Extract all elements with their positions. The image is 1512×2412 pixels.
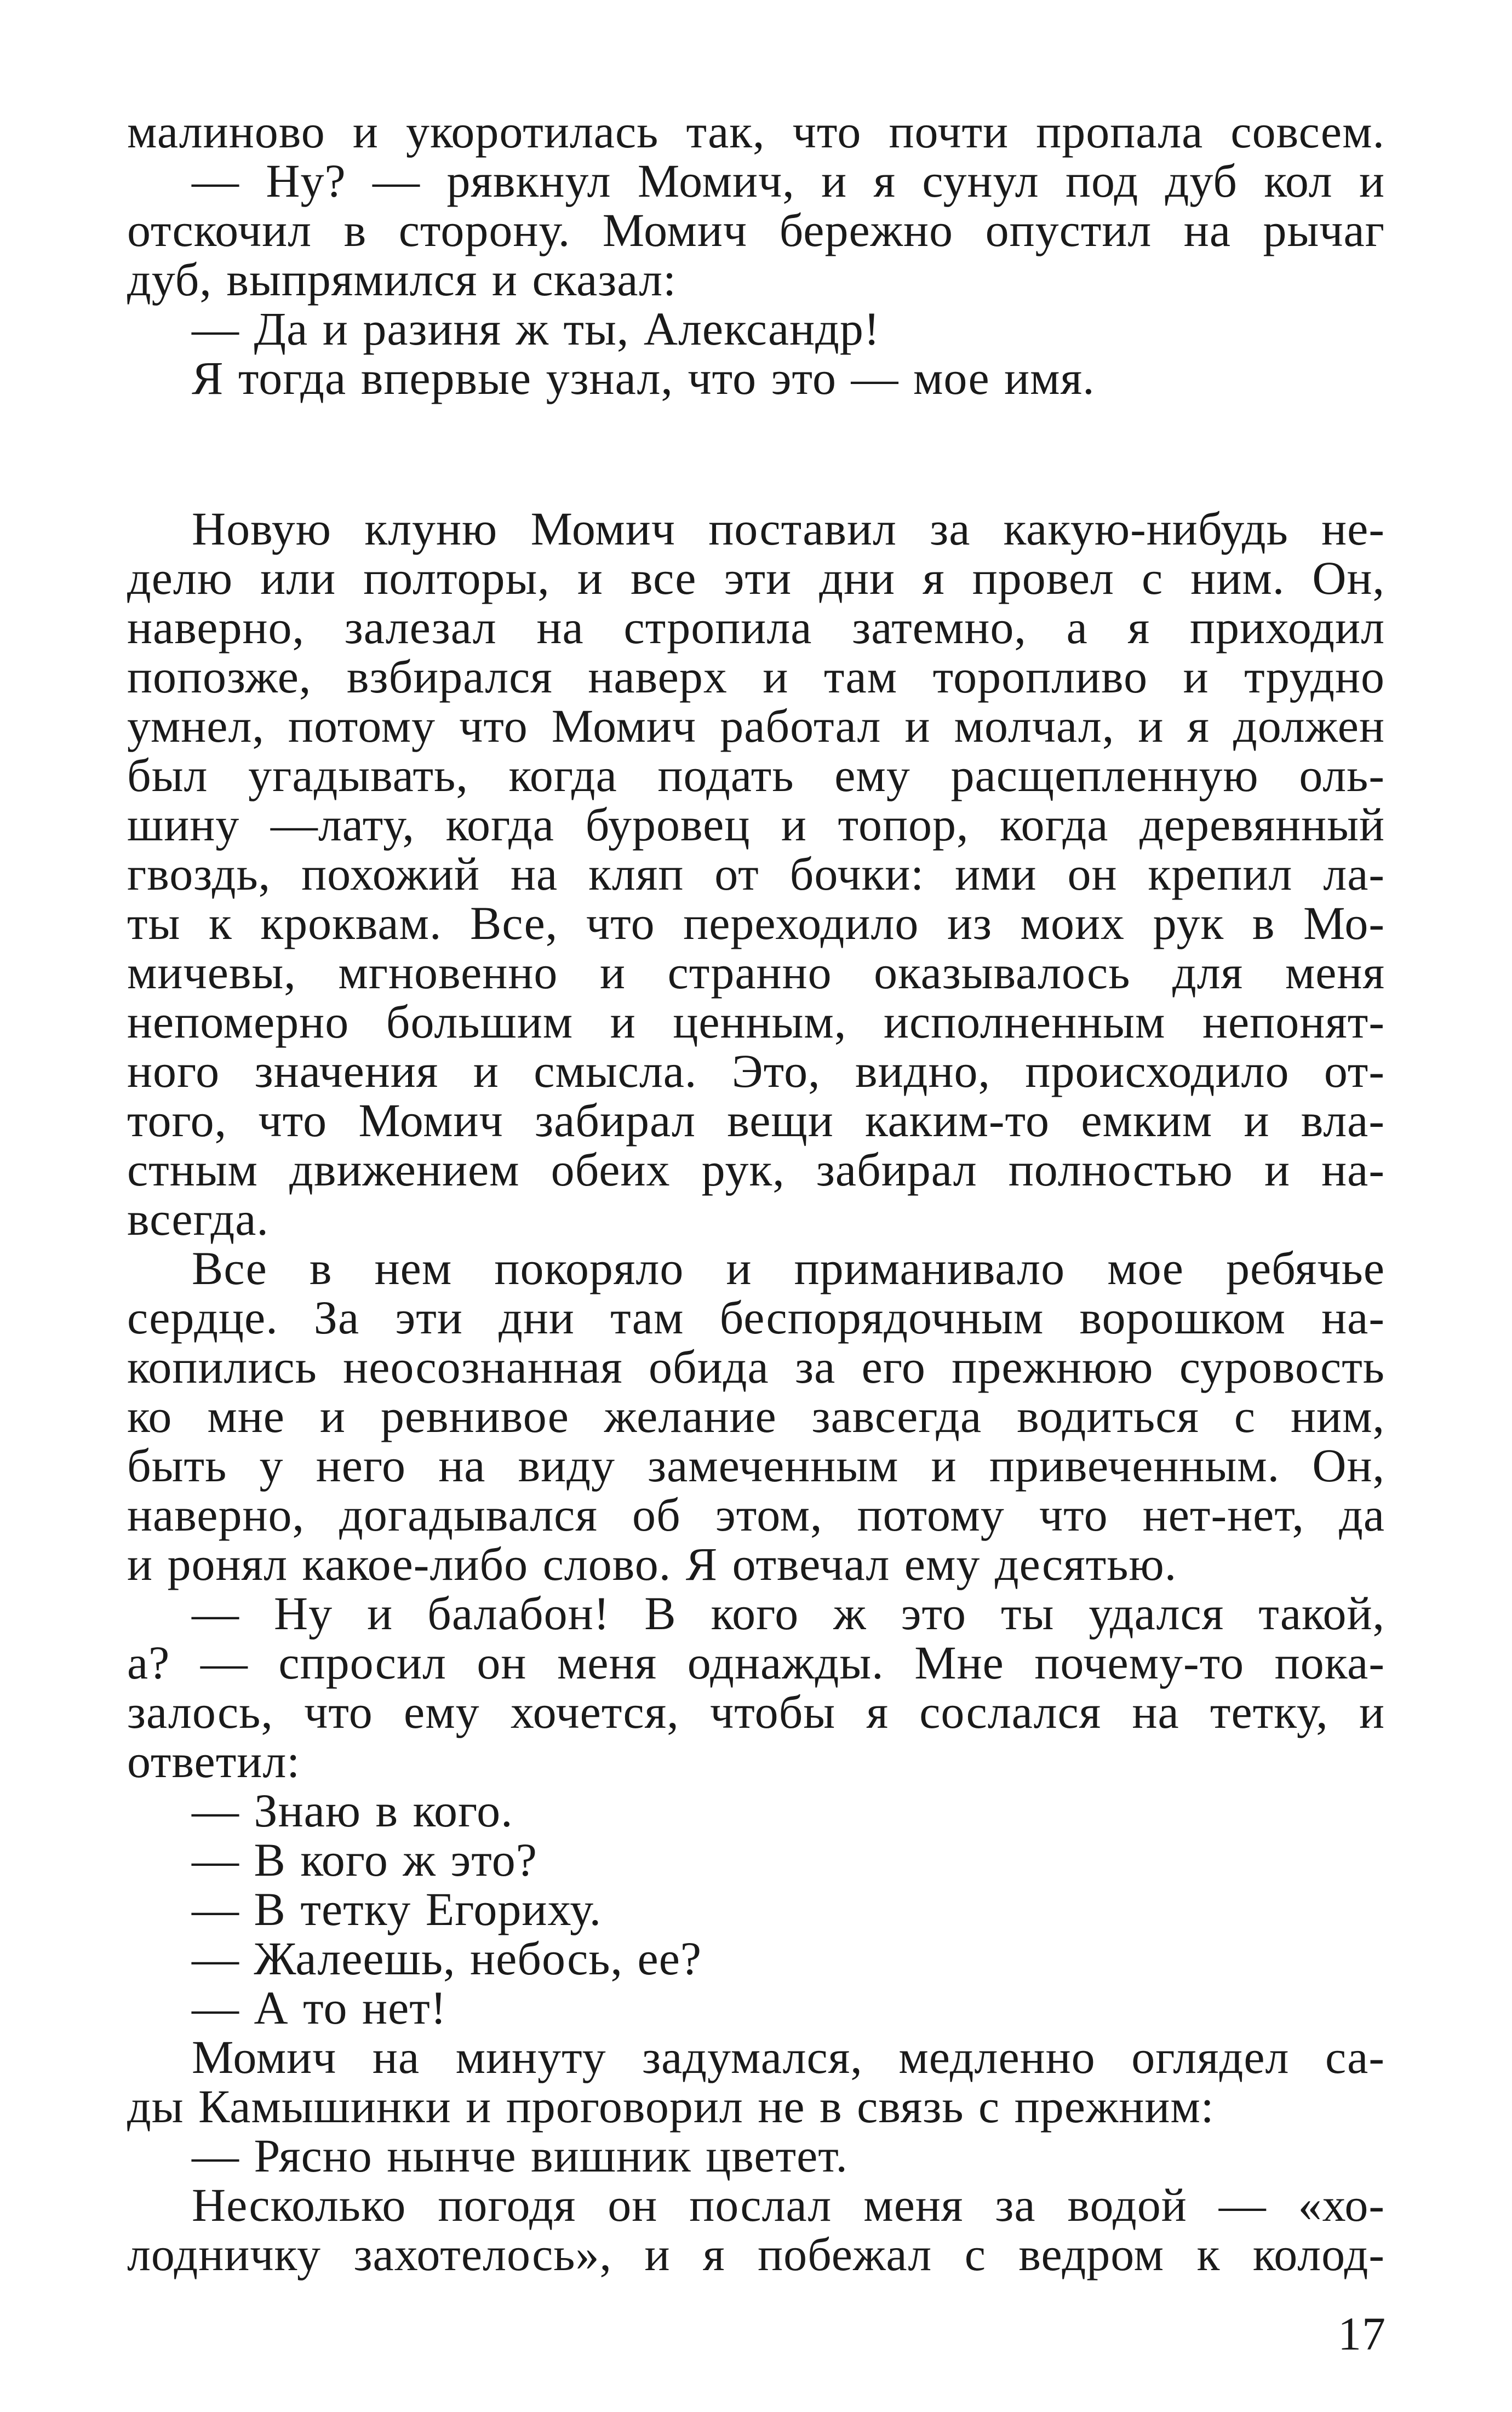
- text-line: непомерно большим и ценным, исполненным непонят-: [127, 995, 1385, 1048]
- text-line: — Да и разиня ж ты, Александр!: [192, 302, 880, 355]
- text-line: а? — спросил он меня однажды. Мне почему-то пока-: [127, 1636, 1385, 1689]
- text-line: был угадывать, когда подать ему расщепленную оль-: [127, 749, 1385, 801]
- text-line: копились неосознанная обида за его прежнюю суровость: [127, 1340, 1385, 1393]
- text-line: — Ну? — рявкнул Момич, и я сунул под дуб кол и: [192, 154, 1385, 207]
- text-line: дуб, выпрямился и сказал:: [127, 253, 677, 306]
- text-line: шину —лату, когда буровец и топор, когда деревянный: [127, 798, 1385, 851]
- text-line: — В кого ж это?: [192, 1834, 537, 1886]
- text-line: — В тетку Егориху.: [192, 1883, 602, 1935]
- text-line: отскочил в сторону. Момич бережно опустил на рычаг: [127, 204, 1385, 256]
- text-line: гвоздь, похожий на кляп от бочки: ими он крепил ла-: [127, 847, 1385, 900]
- text-line: Все в нем покоряло и приманивало мое ребячье: [192, 1242, 1385, 1294]
- text-line: всегда.: [127, 1193, 269, 1245]
- text-line: Новую клуню Момич поставил за какую-нибудь не-: [192, 502, 1385, 555]
- text-line: Несколько погодя он послал меня за водой — «хо-: [192, 2179, 1385, 2231]
- text-line: того, что Момич забирал вещи каким-то емким и вла-: [127, 1094, 1385, 1147]
- text-line: ко мне и ревнивое желание завсегда водиться с ним,: [127, 1390, 1385, 1442]
- text-line: ответил:: [127, 1735, 301, 1787]
- text-line: ты к кроквам. Все, что переходило из моих рук в Мо-: [127, 897, 1385, 949]
- text-line: — Рясно нынче вишник цветет.: [192, 2129, 848, 2182]
- text-line: стным движением обеих рук, забирал полностью и на-: [127, 1143, 1385, 1196]
- text-line: лодничку захотелось», и я побежал с ведром к колод-: [127, 2228, 1385, 2281]
- text-line: Момич на минуту задумался, медленно оглядел са-: [192, 2031, 1385, 2083]
- page-number: 17: [1338, 2307, 1386, 2360]
- text-line: — Знаю в кого.: [192, 1784, 513, 1837]
- text-line: ды Камышинки и проговорил не в связь с прежним:: [127, 2080, 1215, 2133]
- text-line: малиново и укоротилась так, что почти пропала совсем.: [127, 105, 1385, 158]
- text-line: — Жалеешь, небось, ее?: [192, 1932, 702, 1985]
- text-line: — А то нет!: [192, 1981, 447, 2034]
- text-line: наверно, залезал на стропила затемно, а я приходил: [127, 601, 1385, 654]
- text-line: Я тогда впервые узнал, что это — мое имя.: [192, 352, 1095, 404]
- text-line: — Ну и балабон! В кого ж это ты удался такой,: [192, 1587, 1385, 1640]
- text-line: залось, что ему хочется, чтобы я сослался на тетку, и: [127, 1686, 1385, 1738]
- text-line: мичевы, мгновенно и странно оказывалось для меня: [127, 946, 1385, 999]
- text-line: попозже, взбирался наверх и там торопливо и трудно: [127, 650, 1385, 703]
- text-line: быть у него на виду замеченным и привеченным. Он,: [127, 1439, 1385, 1492]
- text-line: ного значения и смысла. Это, видно, происходило от-: [127, 1045, 1385, 1097]
- text-line: и ронял какое-либо слово. Я отвечал ему десятью.: [127, 1538, 1177, 1590]
- text-line: наверно, догадывался об этом, потому что нет-нет, да: [127, 1488, 1385, 1541]
- text-line: сердце. За эти дни там беспорядочным ворошком на-: [127, 1291, 1385, 1344]
- text-line: делю или полторы, и все эти дни я провел с ним. Он,: [127, 552, 1385, 604]
- text-line: умнел, потому что Момич работал и молчал, и я должен: [127, 700, 1385, 752]
